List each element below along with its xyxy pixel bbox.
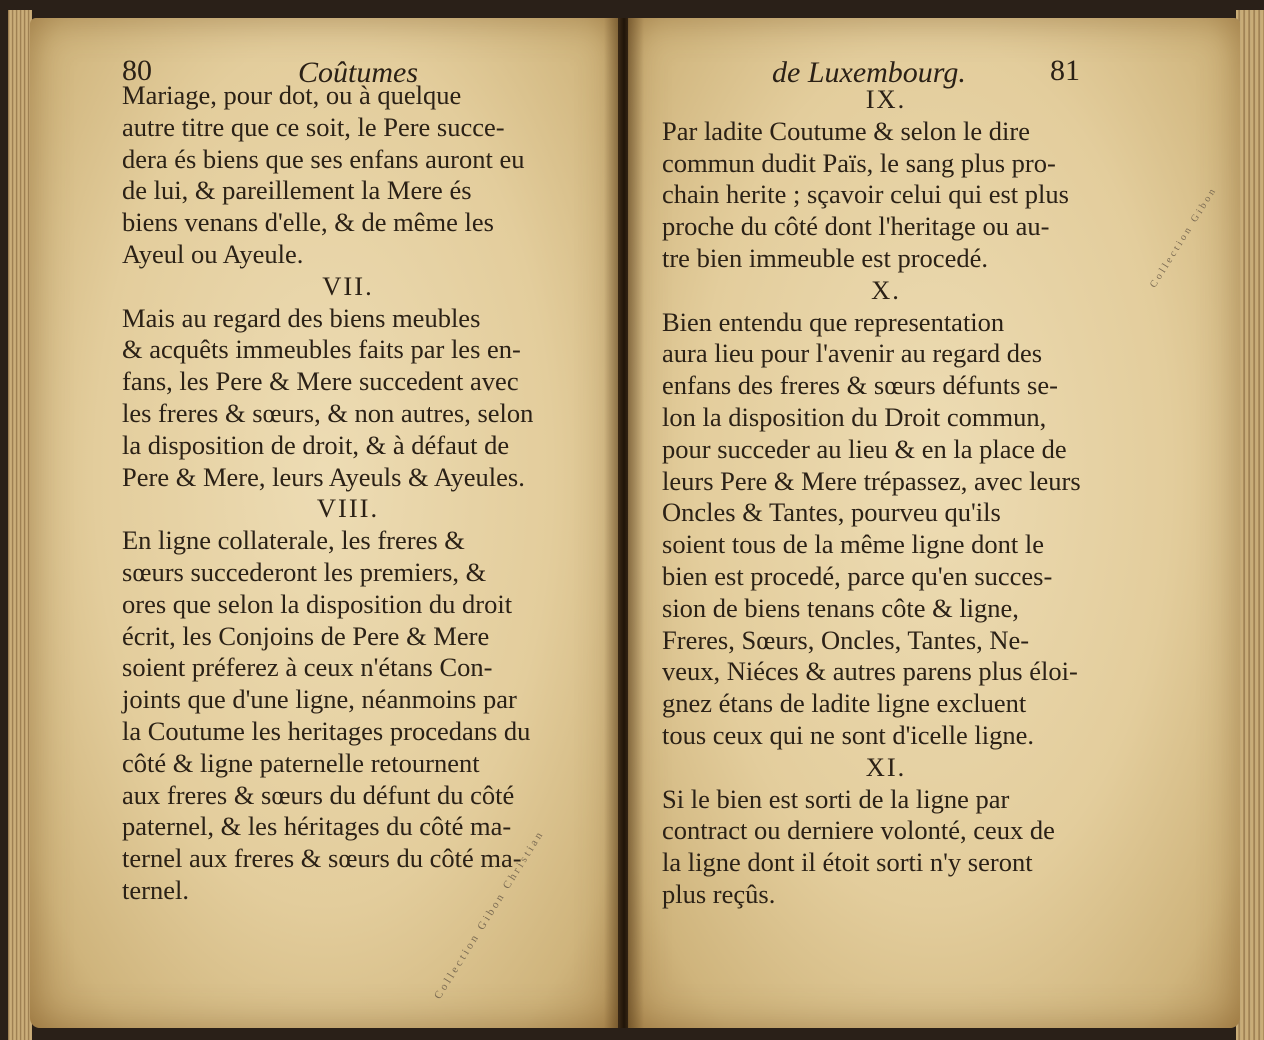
article-heading: VIII. [316,493,380,524]
text-line: la ligne dont il étoit sorti n'y seront [662,847,1033,878]
text-line: écrit, les Conjoins de Pere & Mere [122,620,490,651]
left-running-head: Coûtumes [298,56,418,89]
text-line: de lui, & pareillement la Mere és [122,175,472,206]
text-line: autre titre que ce soit, le Pere succe- [122,111,505,142]
left-page-edges [8,10,32,1040]
text-line: leurs Pere & Mere trépassez, avec leurs [662,465,1081,496]
text-line: Oncles & Tantes, pourveu qu'ils [662,497,1001,528]
text-line: Si le bien est sorti de la ligne par [662,783,1010,814]
text-line: dera és biens que ses enfans auront eu [122,143,525,174]
text-line: les freres & sœurs, & non autres, selon [122,397,534,428]
article-heading: XI. [865,751,907,782]
text-line: contract ou derniere volonté, ceux de [662,815,1055,846]
left-page-number: 80 [122,54,152,87]
text-line: sion de biens tenans côte & ligne, [662,592,1019,623]
text-line: Ayeul ou Ayeule. [122,238,304,269]
text-line: paternel, & les héritages du côté ma- [122,811,512,842]
right-page-number: 81 [1050,54,1080,87]
collection-stamp-gutter: Collection Gibon Christian [432,827,547,1002]
article-heading: X. [871,274,901,305]
right-page-body [662,84,1110,911]
text-line: enfans des freres & sœurs défunts se- [662,370,1058,401]
text-line: côté & ligne paternelle retournent [122,747,480,778]
text-line: bien est procedé, parce qu'en succes- [662,560,1053,591]
text-line: pour succeder au lieu & en la place de [662,433,1067,464]
text-line: veux, Niéces & autres parens plus éloi- [662,656,1078,687]
text-line: soient préferez à ceux n'étans Con- [122,652,493,683]
text-line: ternel. [122,874,189,905]
text-line: gnez étans de ladite ligne excluent [662,688,1027,719]
left-page-body [122,80,574,907]
text-line: Bien entendu que representation [662,306,1005,337]
text-line: Mariage, pour dot, ou à quelque [122,80,462,110]
text-line: ores que selon la disposition du droit [122,588,513,619]
text-line: Par ladite Coutume & selon le dire [662,115,1030,146]
text-line: la disposition de droit, & à défaut de [122,429,510,460]
article-heading: VII. [322,270,374,301]
text-line: tre bien immeuble est procedé. [662,242,988,273]
right-page [628,18,1240,1028]
text-line: Mais au regard des biens meubles [122,302,481,333]
book-gutter [604,18,644,1028]
text-line: aura lieu pour l'avenir au regard des [662,338,1043,369]
text-line: fans, les Pere & Mere succedent avec [122,366,519,397]
text-line: aux freres & sœurs du défunt du côté [122,779,515,810]
right-running-head: de Luxembourg. [772,56,966,89]
text-line: sœurs succederont les premiers, & [122,556,487,587]
text-line: joints que d'une ligne, néanmoins par [122,684,517,715]
text-line: ternel aux freres & sœurs du côté ma- [122,843,522,874]
text-line: proche du côté dont l'heritage ou au- [662,211,1050,242]
text-line: soient tous de la même ligne dont le [662,529,1044,560]
text-line: En ligne collaterale, les freres & [122,525,465,556]
text-line: biens venans d'elle, & de même les [122,207,494,238]
text-line: commun dudit Païs, le sang plus pro- [662,147,1056,178]
text-line: & acquêts immeubles faits par les en- [122,334,521,365]
left-page [30,18,618,1028]
text-line: la Coutume les heritages procedans du [122,715,531,746]
text-line: chain herite ; sçavoir celui qui est plus [662,179,1069,210]
text-line: tous ceux qui ne sont d'icelle ligne. [662,719,1035,750]
text-line: Pere & Mere, leurs Ayeuls & Ayeules. [122,461,525,492]
text-line: plus reçûs. [662,878,776,909]
right-page-edges [1236,10,1264,1040]
text-line: Freres, Sœurs, Oncles, Tantes, Ne- [662,624,1030,655]
article-heading: IX. [865,84,907,114]
collection-stamp-edge: Collection Gibon [1148,184,1220,290]
text-line: lon la disposition du Droit commun, [662,401,1047,432]
